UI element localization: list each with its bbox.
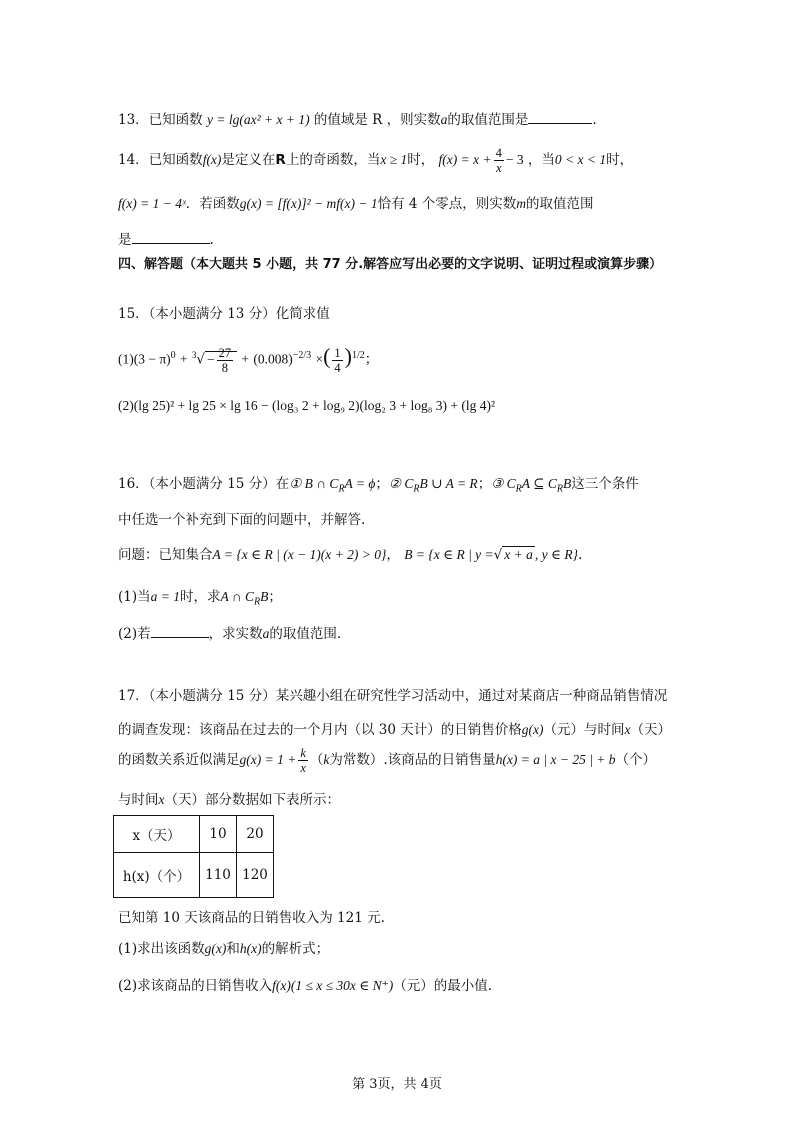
question-17-line-3 [118, 746, 684, 775]
q16-condition-2-tail: B ∪ A = R [419, 476, 478, 491]
q16-set-b-radicand: x + a [504, 547, 533, 562]
q16-condition-1-sub: R [338, 483, 345, 495]
q14-f1-right: − 3 [505, 152, 524, 167]
table-cell: x（天） [114, 816, 200, 853]
q17-p2-condition: (1 ≤ x ≤ 30x ∈ N⁺) [290, 978, 394, 993]
q14-f1-denominator: x [495, 161, 502, 175]
question-13 [118, 108, 684, 128]
q15-p1-end: ； [364, 351, 379, 368]
q14-text-5: ，当 [527, 152, 555, 168]
q17-line3-g: g(x) = 1 + [239, 752, 297, 767]
q17-data-table [113, 815, 274, 898]
q16-p1-end: ； [268, 589, 282, 605]
q16-p2-text: ，求实数 [208, 626, 263, 642]
q13-function-expr: y = lg(ax² + x + 1) [206, 112, 310, 127]
q17-line4-text-b: （天）部分数据如下表所示： [164, 792, 340, 808]
q14-f2: f(x) = 1 − 4ˣ [118, 196, 186, 211]
q17-line3-k: k [323, 752, 330, 767]
question-15-part-1 [118, 340, 684, 375]
q13-number: 13． [118, 112, 149, 128]
q13-text-2: 的值域是 R ，则实数 [313, 112, 441, 128]
paren-right-icon: ) [344, 343, 352, 369]
paren-left-icon: ( [323, 343, 331, 369]
q16-condition-3-tail: B [562, 476, 572, 491]
q14-text-2: 是定义在 [221, 152, 276, 168]
q17-line3-text-b: （ [309, 752, 324, 768]
q14-fx: f(x) [202, 152, 222, 167]
radical-sign-icon: √ [196, 351, 205, 368]
question-17-line-4 [118, 788, 684, 808]
q15-p1-root-index: 3 [191, 350, 197, 360]
question-16-part-1 [118, 585, 684, 608]
q16-condition-3-sub-2: R [556, 483, 563, 495]
q14-text-7: ．若函数 [185, 196, 240, 212]
q15-p2-expression: (lg 25)² + lg 25 × lg 16 − (log₃ 2 + log₉ 2)(log₂ 3 + log₈ 3) + (lg 4)² [133, 398, 496, 413]
q16-condition-2-sub: R [413, 483, 420, 495]
q15-p1-term-c-fraction [332, 346, 342, 375]
q15-p1-root-minus: − [207, 351, 215, 367]
q14-bold-r: R [275, 152, 286, 168]
q17-line2-text-c: （天） [630, 722, 671, 738]
q15-p1-term-c-numerator: 1 [334, 345, 341, 360]
q14-cond-1: x ≥ 1 [380, 152, 408, 167]
q17-line3-numerator: k [300, 746, 306, 760]
q17-p2-text-a: (2)求该商品的日销售收入 [118, 978, 273, 994]
q17-p1-h: h(x) [239, 941, 262, 956]
q16-p2-end: 的取值范围. [269, 626, 342, 642]
question-14-line-2 [118, 192, 684, 212]
q16-sep-1: ； [375, 476, 389, 492]
q16-p2-blank [151, 623, 209, 638]
table-cell: 10 [200, 816, 237, 853]
table-cell: h(x)（个） [114, 853, 200, 898]
question-14-line-1 [118, 146, 684, 175]
question-16-part-2 [118, 622, 684, 642]
q13-text-3: 的取值范围是 [447, 112, 529, 128]
q15-p2-label: (2) [118, 398, 134, 413]
q14-f1-left: f(x) = x + [438, 152, 492, 167]
q14-text-4: 时， [407, 152, 435, 168]
q17-p2-text-b: （元）的最小值. [393, 978, 493, 994]
q14-number: 14． [118, 152, 149, 168]
q16-set-b-right: , y ∈ R} [534, 547, 578, 562]
q15-p1-term-a: (3 − π) [133, 351, 171, 367]
q17-line3-text-d: （个） [615, 752, 657, 768]
q15-p1-term-c-denominator: 4 [334, 360, 341, 375]
q17-line2-text-b: （元）与时间 [543, 722, 625, 738]
q14-text-6: 时， [606, 152, 634, 168]
q16-sep-2: ； [477, 476, 492, 492]
q16-p2-label: (2)若 [118, 626, 151, 642]
question-16-problem [118, 543, 684, 563]
q15-p1-term-a-exp: 0 [170, 350, 176, 361]
q15-p1-label: (1) [118, 351, 134, 367]
q17-p1-text-c: 的解析式； [261, 941, 330, 957]
question-17-part-1 [118, 937, 684, 957]
q16-condition-3: ③ C [491, 476, 516, 491]
table-row [114, 816, 274, 853]
q13-var-a: a [440, 112, 448, 127]
q17-line3-text-a: 的函数关系近似满足 [118, 752, 240, 768]
q15-p1-term-c-exp: 1/2 [351, 350, 365, 361]
q13-end: . [592, 112, 597, 128]
question-16-line-2: 中任选一个补充到下面的问题中，并解答. [118, 512, 366, 528]
q16-p1-expr: A ∩ C [220, 589, 255, 604]
radical-sign-icon: √ [493, 547, 503, 563]
q15-p1-times: × [315, 351, 324, 367]
q16-p2-var-a: a [262, 626, 270, 641]
question-16-line-1 [118, 472, 684, 495]
q17-line2-x: x [624, 722, 631, 737]
q17-line3-h: h(x) = a | x − 25 | + b [495, 752, 616, 767]
q17-p1-text-a: (1)求出该函数 [118, 941, 205, 957]
table-cell: 120 [237, 853, 274, 898]
q16-p1-label: (1)当 [118, 589, 151, 605]
q16-condition-3-mid: A ⊆ C [521, 476, 557, 491]
q14-text-3: 上的奇函数，当 [285, 152, 381, 168]
question-17-part-2 [118, 974, 684, 994]
q16-p1-condition: a = 1 [150, 589, 180, 604]
q17-line3-denominator: x [300, 761, 306, 775]
q16-comma: ， [386, 547, 400, 563]
q14-var-m: m [516, 196, 527, 211]
q16-condition-1-tail: A = ϕ [344, 476, 376, 491]
q14-text-9: 的取值范围 [526, 196, 594, 212]
q14-end: . [209, 232, 214, 248]
q14-f1-fraction [494, 146, 504, 175]
q14-text-10: 是 [118, 232, 132, 248]
q16-p1-text: 时，求 [180, 589, 221, 605]
q17-line2-text-a: 的调查发现：该商品在过去的一个月内（以 30 天计）的日销售价格 [118, 722, 522, 738]
table-cell: 110 [200, 853, 237, 898]
q17-p1-g: g(x) [204, 941, 227, 956]
table-cell: 20 [237, 816, 274, 853]
q14-g-expr: g(x) = [f(x)]² − mf(x) − 1 [239, 196, 378, 211]
page-footer: 第 3页，共 4页 [352, 1077, 442, 1092]
question-15-part-2 [118, 398, 684, 414]
q17-line3-text-c: 为常数）.该商品的日销售量 [329, 752, 496, 768]
q14-text-8: 恰有 4 个零点，则实数 [377, 196, 517, 212]
q16-problem-head: 问题：已知集合 [118, 547, 213, 563]
q15-p1-root-numerator: 27 [218, 345, 232, 360]
question-15-heading: 15．（本小题满分 13 分）化简求值 [118, 306, 330, 322]
q16-heading: 16．（本小题满分 15 分）在 [118, 476, 290, 492]
q15-p1-term-b-exp: −2/3 [292, 350, 312, 361]
q17-p1-text-b: 和 [226, 941, 240, 957]
question-17-line-1: 17．（本小题满分 15 分）某兴趣小组在研究性学习活动中，通过对某商店一种商品销售情况 [118, 688, 668, 704]
q17-line2-g: g(x) [521, 722, 544, 737]
q16-condition-2: ② C [388, 476, 414, 491]
question-17-line-2 [118, 718, 684, 738]
q14-f1-numerator: 4 [495, 146, 502, 160]
q13-answer-blank [528, 109, 592, 124]
q17-line3-fraction [298, 746, 308, 775]
section-4-heading: 四、解答题（本大题共 5 小题，共 77 分.解答应写出必要的文字说明、证明过程或演算步骤） [118, 257, 663, 272]
q16-text-after: 这三个条件 [571, 476, 639, 492]
question-17-after-table: 已知第 10 天该商品的日销售收入为 121 元. [118, 910, 385, 926]
table-row [114, 853, 274, 898]
q14-cond-2: 0 < x < 1 [554, 152, 607, 167]
q13-text-1: 已知函数 [148, 112, 203, 128]
q15-p1-root-fraction [217, 346, 234, 375]
q16-set-b-left: B = {x ∈ R | y = [404, 547, 494, 562]
q16-p1-sub: R [254, 596, 261, 608]
q16-condition-1: ① B ∩ C [289, 476, 339, 491]
q16-condition-3-sub: R [515, 483, 522, 495]
q17-line4-text-a: 与时间 [118, 792, 159, 808]
q14-answer-blank [132, 229, 210, 244]
q17-p2-f: f(x) [272, 978, 291, 993]
q15-p1-plus-2: + [241, 351, 250, 367]
q17-line4-x: x [158, 792, 165, 807]
question-14-line-3 [118, 228, 684, 248]
q14-text-1: 已知函数 [148, 152, 203, 168]
q15-p1-plus-1: + [179, 351, 188, 367]
q15-p1-term-b: (0.008) [253, 351, 293, 367]
q15-p1-radicand [205, 345, 237, 375]
q16-problem-end: . [578, 547, 583, 563]
q15-p1-root-denominator: 8 [221, 360, 228, 375]
q16-set-a: A = {x ∈ R | (x − 1)(x + 2) > 0} [212, 547, 387, 562]
q16-p1-tail: B [260, 589, 269, 604]
